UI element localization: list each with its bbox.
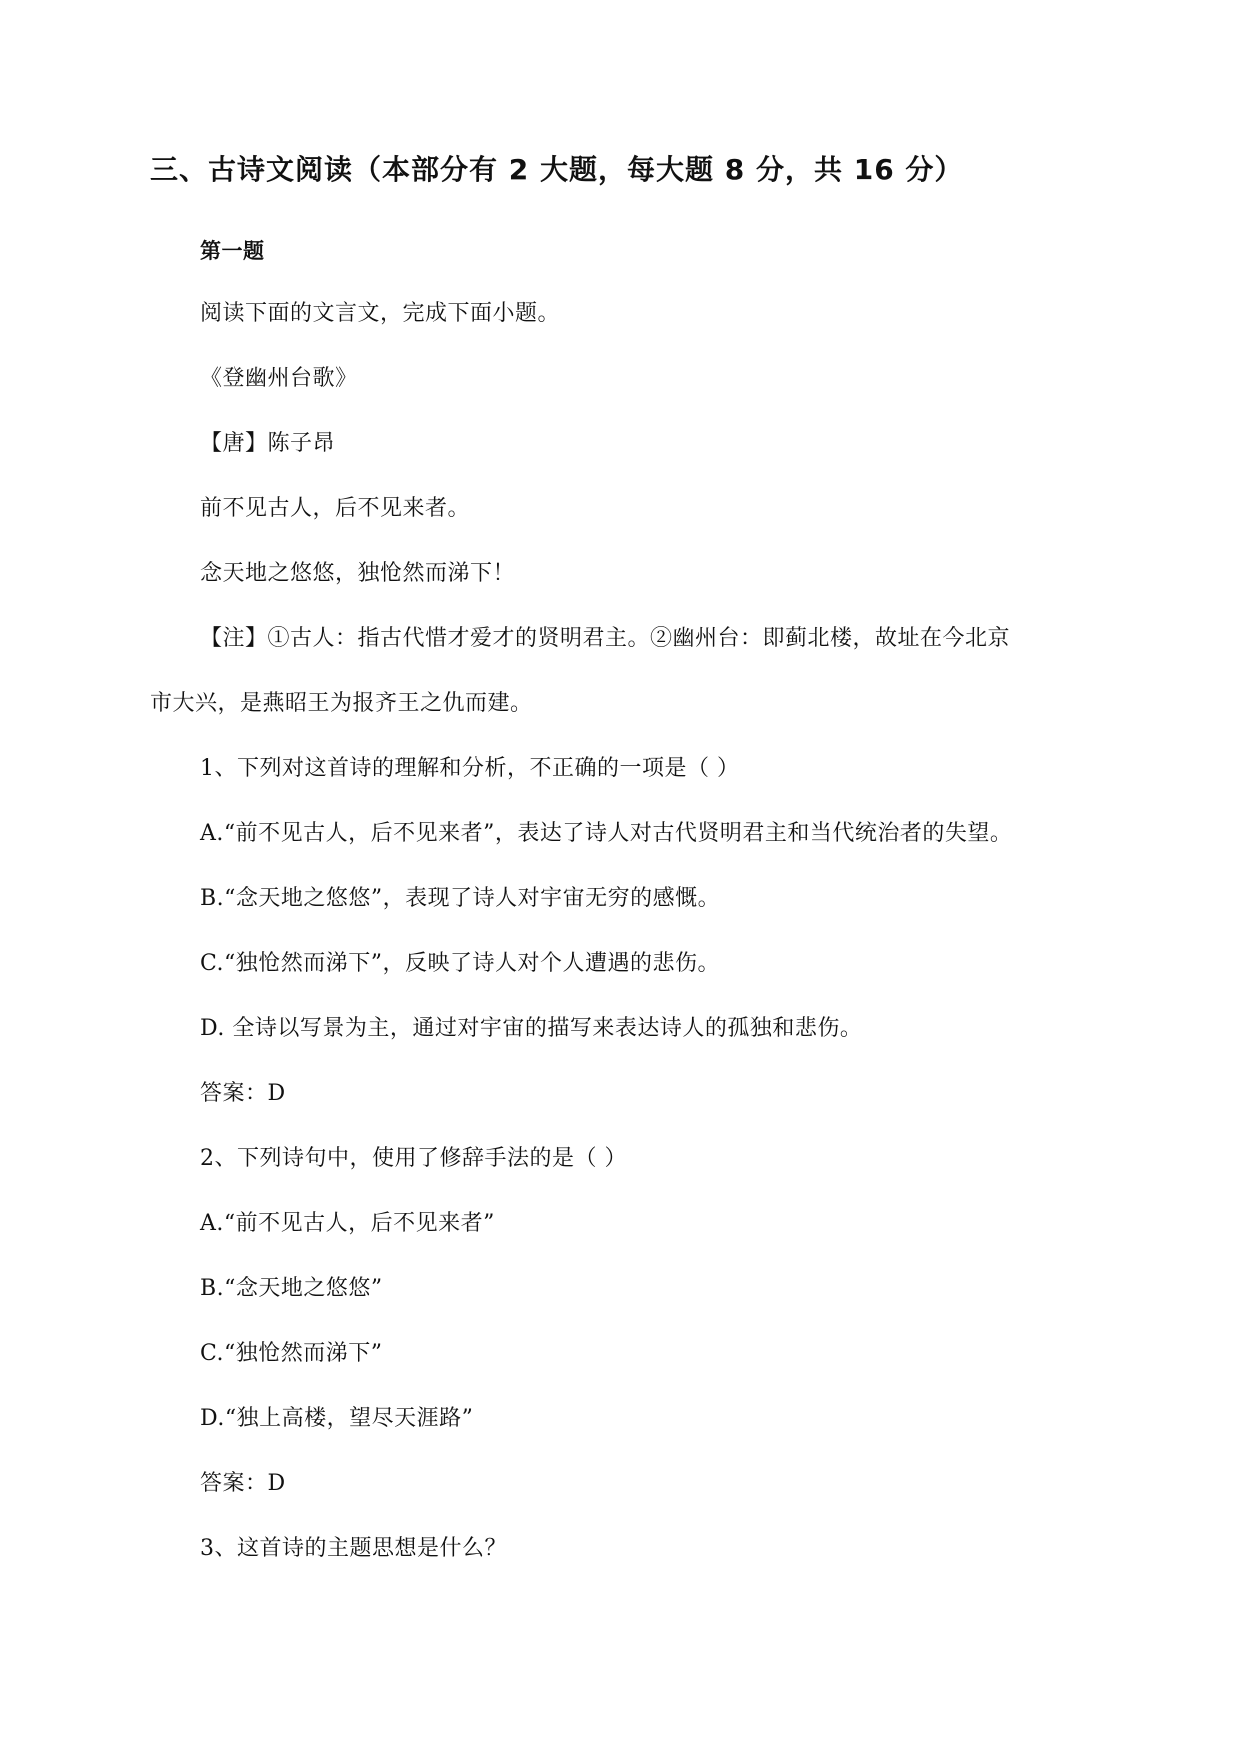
section-title: 三、古诗文阅读（本部分有 2 大题，每大题 8 分，共 16 分）	[150, 153, 964, 186]
instruction-text: 阅读下面的文言文，完成下面小题。	[200, 301, 561, 326]
poem-title: 《登幽州台歌》	[200, 366, 358, 391]
question-group-title: 第一题	[200, 239, 265, 263]
note-line-continuation: 市大兴，是燕昭王为报齐王之仇而建。	[150, 691, 533, 716]
poem-line: 念天地之悠悠，独怆然而涕下！	[200, 561, 516, 586]
question-2-option-c: C.“独怆然而涕下”	[200, 1341, 383, 1366]
question-2-option-a: A.“前不见古人，后不见来者”	[200, 1211, 495, 1236]
question-3-stem: 3、这首诗的主题思想是什么？	[200, 1536, 507, 1561]
question-1-option-b: B.“念天地之悠悠”，表现了诗人对宇宙无穷的感慨。	[200, 886, 721, 911]
question-2-option-d: D.“独上高楼，望尽天涯路”	[200, 1406, 474, 1431]
question-1-stem: 1、下列对这首诗的理解和分析，不正确的一项是（ ）	[200, 756, 740, 781]
poem-author: 【唐】陈子昂	[200, 431, 336, 456]
question-1-option-d: D. 全诗以写景为主，通过对宇宙的描写来表达诗人的孤独和悲伤。	[200, 1016, 863, 1041]
question-2-option-b: B.“念天地之悠悠”	[200, 1276, 383, 1301]
question-1-option-c: C.“独怆然而涕下”，反映了诗人对个人遭遇的悲伤。	[200, 951, 721, 976]
question-2-stem: 2、下列诗句中，使用了修辞手法的是（ ）	[200, 1146, 627, 1171]
question-1-option-a: A.“前不见古人，后不见来者”，表达了诗人对古代贤明君主和当代统治者的失望。	[200, 821, 1013, 846]
note-line: 【注】①古人：指古代惜才爱才的贤明君主。②幽州台：即蓟北楼，故址在今北京	[200, 626, 1011, 651]
question-1-answer: 答案：D	[200, 1081, 286, 1106]
poem-line: 前不见古人，后不见来者。	[200, 496, 471, 521]
question-2-answer: 答案：D	[200, 1471, 286, 1496]
